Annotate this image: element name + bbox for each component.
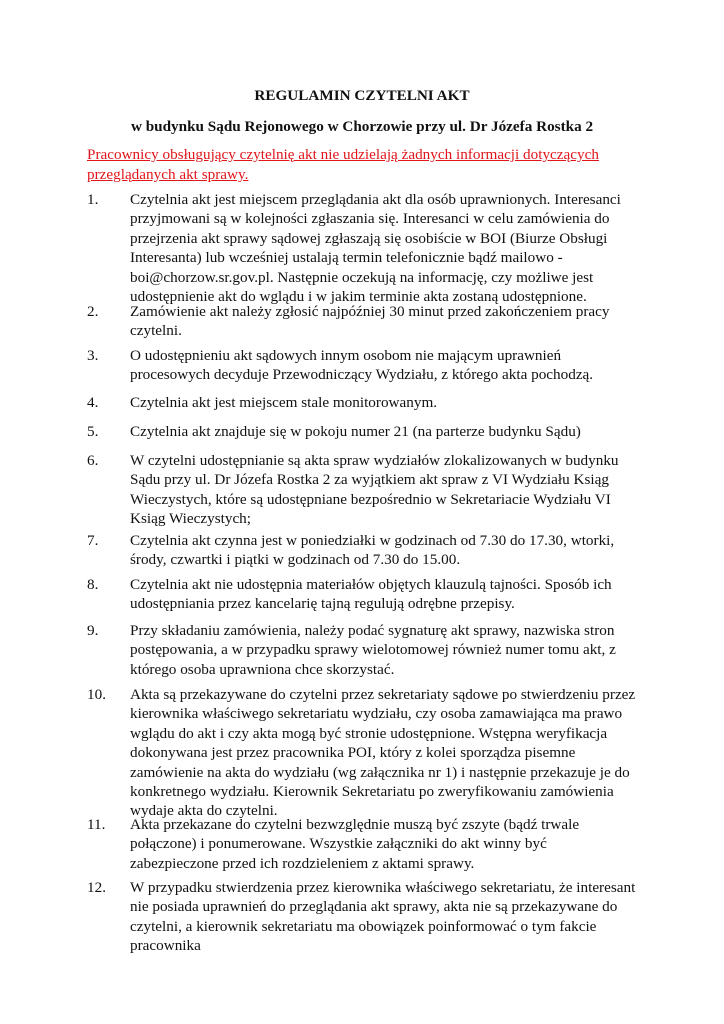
item-number: 2. — [87, 303, 99, 320]
item-text: W czytelni udostępnianie są akta spraw wydziałów zlokalizowanych w budynku Sądu przy ul. Dr Józefa Rostka 2 za wyjątkiem akt spraw z VI Wydziału Ksiąg Wieczystych, które są udostępniane bezpośrednio w Sekretariacie Wydziału VI Ksiąg Wieczystych; — [130, 452, 619, 528]
item-number: 3. — [87, 347, 99, 364]
item-text: Czytelnia akt znajduje się w pokoju numer 21 (na parterze budynku Sądu) — [130, 423, 581, 440]
staff-notice: Pracownicy obsługujący czytelnię akt nie udzielają żadnych informacji dotyczących przeglądanych akt sprawy. — [87, 146, 599, 183]
item-number: 1. — [87, 191, 99, 208]
item-text: Czytelnia akt jest miejscem przeglądania akt dla osób uprawnionych. Interesanci przyjmowani są w kolejności zgłaszania się. Interesanci w celu zamówienia do przejrzenia akt sprawy sądowej zgłaszają się osobiście w BOI (Biurze Obsługi Interesanta) lub wcześniej ustalają termin telefonicznie bądź mailowo - boi@chorzow.sr.gov.pl. Następnie oczekują na informację, czy możliwe jest udostępnienie akt do wglądu i w jakim terminie akta zostaną udostępnione. — [130, 191, 621, 306]
document-subtitle: w budynku Sądu Rejonowego w Chorzowie przy ul. Dr Józefa Rostka 2 — [130, 118, 594, 135]
item-text: Zamówienie akt należy zgłosić najpóźniej 30 minut przed zakończeniem pracy czytelni. — [130, 303, 610, 340]
item-text: Czytelnia akt jest miejscem stale monitorowanym. — [130, 394, 438, 411]
item-number: 10. — [87, 686, 106, 703]
item-text: Czytelnia akt czynna jest w poniedziałki w godzinach od 7.30 do 17.30, wtorki, środy, czwartki i piątki w godzinach od 7.30 do 15.00. — [130, 532, 615, 569]
document-title: REGULAMIN CZYTELNI AKT — [254, 87, 470, 104]
item-text: O udostępnieniu akt sądowych innym osobom nie mającym uprawnień procesowych decyduje Przewodniczący Wydziału, z którego akta pochodzą. — [130, 347, 594, 384]
item-number: 7. — [87, 532, 99, 549]
item-text: Akta są przekazywane do czytelni przez sekretariaty sądowe po stwierdzeniu przez kierownika właściwego sekretariatu wydziału, czy osoba zamawiająca ma prawo wglądu do akt i czy akta mogą być stronie udostępnione. Wstępna weryfikacja dokonywana jest przez pracownika POI, który z kolei sporządza pisemne zamówienie na akta do wydziału (wg załącznika nr 1) i następnie przekazuje je do konkretnego wydziału. Kierownik Sekretariatu po zweryfikowaniu zamówienia wydaje akta do czytelni. — [130, 686, 636, 820]
item-text: Czytelnia akt nie udostępnia materiałów objętych klauzulą tajności. Sposób ich udostępniania przez kancelarię tajną regulują odrębne przepisy. — [130, 576, 612, 613]
item-number: 8. — [87, 576, 99, 593]
item-text: Akta przekazane do czytelni bezwzględnie muszą być zszyte (bądź trwale połączone) i ponumerowane. Wszystkie załączniki do akt winny być zabezpieczone przed ich rozdzieleniem z aktami sprawy. — [130, 816, 580, 872]
item-text: Przy składaniu zamówienia, należy podać sygnaturę akt sprawy, nazwiska stron postępowania, a w przypadku sprawy wielotomowej również numer tomu akt, z którego osoba uprawniona chce skorzystać. — [130, 622, 616, 678]
item-number: 9. — [87, 622, 99, 639]
item-number: 11. — [87, 816, 106, 833]
item-number: 6. — [87, 452, 99, 469]
item-number: 12. — [87, 879, 106, 896]
item-number: 5. — [87, 423, 99, 440]
item-number: 4. — [87, 394, 99, 411]
item-text: W przypadku stwierdzenia przez kierownika właściwego sekretariatu, że interesant nie posiada uprawnień do przeglądania akt sprawy, akta nie są przekazywane do czytelni, a kierownik sekretariatu ma obowiązek poinformować o tym fakcie pracownika — [130, 879, 636, 955]
